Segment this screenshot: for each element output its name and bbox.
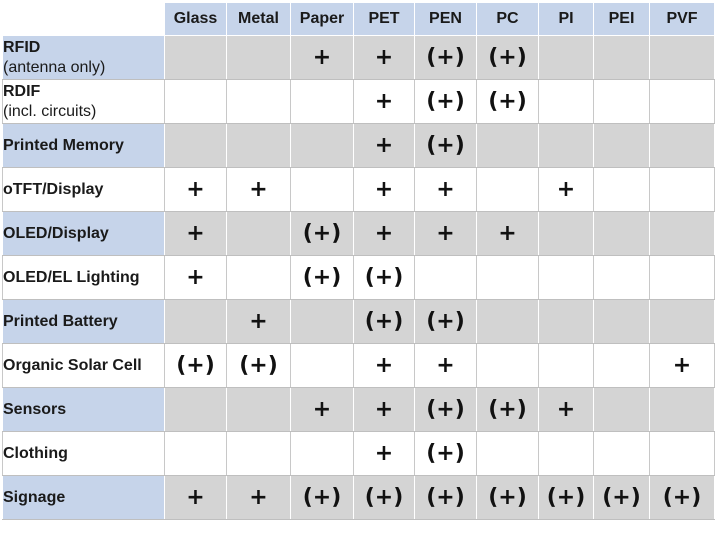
row-header <box>3 432 165 476</box>
matrix-body <box>3 36 715 520</box>
row-label: oTFT/Display <box>3 180 104 198</box>
matrix-cell: (+) <box>594 476 650 520</box>
matrix-cell <box>539 124 594 168</box>
matrix-cell: (+) <box>415 124 477 168</box>
matrix-cell: + <box>415 168 477 212</box>
row-label: Printed Battery <box>3 312 118 330</box>
matrix-cell: (+) <box>415 432 477 476</box>
matrix-cell: + <box>354 36 415 80</box>
matrix-cell <box>594 212 650 256</box>
matrix-cell <box>477 344 539 388</box>
row-sublabel: (antenna only) <box>3 58 106 76</box>
matrix-cell <box>165 300 227 344</box>
matrix-cell: (+) <box>415 36 477 80</box>
matrix-cell: (+) <box>650 476 715 520</box>
row-header <box>3 168 165 212</box>
matrix-cell <box>291 300 354 344</box>
matrix-cell <box>650 256 715 300</box>
matrix-cell <box>291 344 354 388</box>
column-header-glass: Glass <box>165 3 227 36</box>
matrix-cell: (+) <box>415 388 477 432</box>
matrix-cell <box>165 124 227 168</box>
table-row <box>3 388 715 432</box>
matrix-cell: (+) <box>291 476 354 520</box>
matrix-cell <box>594 432 650 476</box>
matrix-cell <box>539 212 594 256</box>
matrix-cell <box>227 256 291 300</box>
row-header <box>3 344 165 388</box>
matrix-cell <box>227 388 291 432</box>
matrix-cell <box>477 300 539 344</box>
table-row <box>3 212 715 256</box>
matrix-cell: (+) <box>227 344 291 388</box>
matrix-cell <box>594 36 650 80</box>
matrix-cell: + <box>539 388 594 432</box>
column-header-pvf: PVF <box>650 3 715 36</box>
matrix-cell: + <box>354 80 415 124</box>
matrix-cell <box>650 212 715 256</box>
matrix-cell: (+) <box>415 80 477 124</box>
column-header-paper: Paper <box>291 3 354 36</box>
matrix-cell <box>539 432 594 476</box>
matrix-cell: + <box>539 168 594 212</box>
table-row <box>3 168 715 212</box>
row-label: OLED/Display <box>3 224 109 242</box>
matrix-cell: (+) <box>477 80 539 124</box>
matrix-cell <box>227 36 291 80</box>
matrix-cell <box>650 300 715 344</box>
table-row <box>3 80 715 124</box>
row-header <box>3 80 165 124</box>
matrix-cell <box>415 256 477 300</box>
matrix-cell: (+) <box>291 256 354 300</box>
matrix-cell <box>165 388 227 432</box>
matrix-cell: (+) <box>539 476 594 520</box>
table-row <box>3 476 715 520</box>
matrix-cell <box>594 80 650 124</box>
matrix-cell <box>650 388 715 432</box>
matrix-cell <box>291 80 354 124</box>
matrix-cell: (+) <box>477 388 539 432</box>
matrix-cell <box>291 432 354 476</box>
matrix-cell <box>650 168 715 212</box>
matrix-cell: (+) <box>477 36 539 80</box>
column-header-pen: PEN <box>415 3 477 36</box>
matrix-cell: + <box>354 432 415 476</box>
matrix-cell <box>650 80 715 124</box>
matrix-cell <box>594 344 650 388</box>
row-label: RDIF <box>3 82 41 100</box>
table-row <box>3 256 715 300</box>
matrix-cell: + <box>415 212 477 256</box>
matrix-cell: (+) <box>354 300 415 344</box>
matrix-cell <box>594 168 650 212</box>
column-header-metal: Metal <box>227 3 291 36</box>
matrix-cell <box>594 256 650 300</box>
matrix-cell: + <box>354 124 415 168</box>
header-row <box>3 3 715 36</box>
matrix-cell: (+) <box>354 256 415 300</box>
table-row <box>3 36 715 80</box>
matrix-cell: + <box>291 36 354 80</box>
table-row <box>3 344 715 388</box>
matrix-cell: (+) <box>354 476 415 520</box>
matrix-cell <box>291 124 354 168</box>
matrix-cell: (+) <box>477 476 539 520</box>
matrix-cell <box>227 124 291 168</box>
matrix-cell: + <box>165 256 227 300</box>
table-row <box>3 432 715 476</box>
matrix-cell: + <box>165 476 227 520</box>
matrix-cell: + <box>354 212 415 256</box>
matrix-cell <box>477 256 539 300</box>
matrix-cell <box>594 124 650 168</box>
row-header <box>3 124 165 168</box>
row-label: Sensors <box>3 400 67 418</box>
row-header <box>3 476 165 520</box>
matrix-cell <box>227 212 291 256</box>
row-label: Signage <box>3 488 66 506</box>
matrix-cell <box>539 344 594 388</box>
matrix-cell <box>539 80 594 124</box>
matrix-cell: + <box>165 212 227 256</box>
matrix-cell: + <box>650 344 715 388</box>
row-header <box>3 36 165 80</box>
matrix-cell <box>539 256 594 300</box>
row-header <box>3 212 165 256</box>
matrix-cell: + <box>477 212 539 256</box>
matrix-cell: + <box>354 344 415 388</box>
matrix-cell <box>227 80 291 124</box>
matrix-cell: + <box>227 300 291 344</box>
matrix-cell: (+) <box>291 212 354 256</box>
matrix-cell <box>165 36 227 80</box>
matrix-cell: + <box>354 388 415 432</box>
column-header-pi: PI <box>539 3 594 36</box>
matrix-cell: + <box>227 168 291 212</box>
matrix-cell <box>594 388 650 432</box>
table-row <box>3 300 715 344</box>
row-label: Clothing <box>3 444 68 462</box>
matrix-cell: + <box>227 476 291 520</box>
row-label: Printed Memory <box>3 136 124 154</box>
substrate-application-matrix <box>2 2 715 520</box>
row-header <box>3 300 165 344</box>
matrix-cell <box>291 168 354 212</box>
matrix-cell <box>477 168 539 212</box>
matrix-cell <box>539 36 594 80</box>
matrix-cell <box>650 36 715 80</box>
matrix-cell <box>227 432 291 476</box>
row-sublabel: (incl. circuits) <box>3 102 97 120</box>
matrix-cell: + <box>291 388 354 432</box>
row-header <box>3 256 165 300</box>
row-header <box>3 388 165 432</box>
table-row <box>3 124 715 168</box>
matrix-cell <box>477 432 539 476</box>
matrix-cell: + <box>165 168 227 212</box>
matrix-cell <box>539 300 594 344</box>
matrix-cell <box>165 80 227 124</box>
matrix-cell: + <box>354 168 415 212</box>
row-label: RFID <box>3 38 41 56</box>
row-label: OLED/EL Lighting <box>3 268 140 286</box>
matrix-cell: (+) <box>165 344 227 388</box>
matrix-cell: (+) <box>415 300 477 344</box>
column-header-pc: PC <box>477 3 539 36</box>
row-label: Organic Solar Cell <box>3 356 142 374</box>
matrix-cell <box>165 432 227 476</box>
matrix-cell: + <box>415 344 477 388</box>
corner-cell <box>3 3 165 36</box>
matrix-cell: (+) <box>415 476 477 520</box>
matrix-cell <box>594 300 650 344</box>
column-header-pet: PET <box>354 3 415 36</box>
column-header-pei: PEI <box>594 3 650 36</box>
matrix-cell <box>477 124 539 168</box>
matrix-cell <box>650 124 715 168</box>
matrix-cell <box>650 432 715 476</box>
